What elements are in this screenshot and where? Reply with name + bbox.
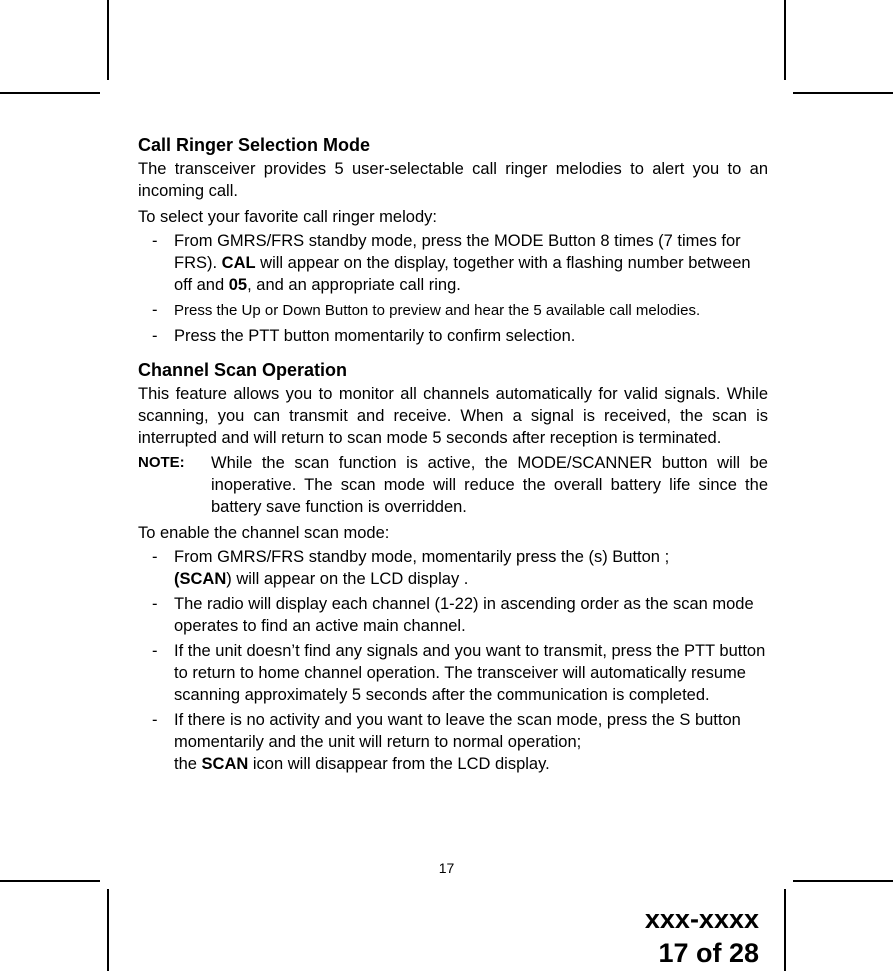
page-content <box>138 132 768 778</box>
call-ringer-lead: To select your favorite call ringer melody: <box>138 208 437 226</box>
channel-scan-intro: This feature allows you to monitor all channels automatically for valid signals. While scanning, you can transmit and receive. When a signal is received, the scan is interrupted and will return to scan mode 5 seconds after reception is terminated. <box>138 385 768 447</box>
crop-mark-top-right-vertical <box>784 0 786 80</box>
crop-mark-bottom-right-vertical <box>784 889 786 971</box>
list-item: - The radio will display each channel (1-22) in ascending order as the scan mode operates to find an active main channel. <box>152 595 754 635</box>
call-ringer-steps <box>138 230 768 347</box>
list-item: - Press the PTT button momentarily to confirm selection. <box>152 327 576 345</box>
note-block <box>138 452 768 518</box>
page-of-total: 17 of 28 <box>658 938 759 968</box>
list-item: - From GMRS/FRS standby mode, momentarily press the (s) Button ; (SCAN) will appear on the LCD display . <box>152 548 670 588</box>
crop-mark-bottom-left-vertical <box>107 889 109 971</box>
call-ringer-intro: The transceiver provides 5 user-selectable call ringer melodies to alert you to an incoming call. <box>138 160 768 200</box>
page-number: 17 <box>438 860 455 876</box>
channel-scan-steps <box>138 546 768 775</box>
document-id-block <box>645 902 759 970</box>
list-item: - Press the Up or Down Button to preview and hear the 5 available call melodies. <box>152 301 701 319</box>
section-title-call-ringer: Call Ringer Selection Mode <box>138 135 371 155</box>
list-item: - If there is no activity and you want to leave the scan mode, press the S button momentarily and the unit will return to normal operation; the SCAN icon will disappear from the LCD display. <box>152 711 741 773</box>
crop-mark-top-left-horizontal <box>0 92 100 94</box>
note-label: NOTE: <box>138 454 185 471</box>
crop-mark-bottom-left-horizontal <box>0 880 100 882</box>
document-id: xxx-xxxx <box>644 904 759 934</box>
channel-scan-lead: To enable the channel scan mode: <box>138 524 390 542</box>
note-text: While the scan function is active, the MODE/SCANNER button will be inoperative. The scan mode will reduce the overall battery life since the battery save function is overridden. <box>211 454 768 516</box>
crop-mark-bottom-right-horizontal <box>793 880 893 882</box>
list-item: - If the unit doesn’t find any signals and you want to transmit, press the PTT button to return to home channel operation. The transceiver will automatically resume scanning approximately 5 seconds after the communication is completed. <box>152 642 766 704</box>
crop-mark-top-right-horizontal <box>793 92 893 94</box>
crop-mark-top-left-vertical <box>107 0 109 80</box>
section-title-channel-scan: Channel Scan Operation <box>138 360 348 380</box>
list-item: - From GMRS/FRS standby mode, press the MODE Button 8 times (7 times for FRS). CAL will appear on the display, together with a flashing number between off and 05, and an appropriate call ring. <box>152 232 751 294</box>
